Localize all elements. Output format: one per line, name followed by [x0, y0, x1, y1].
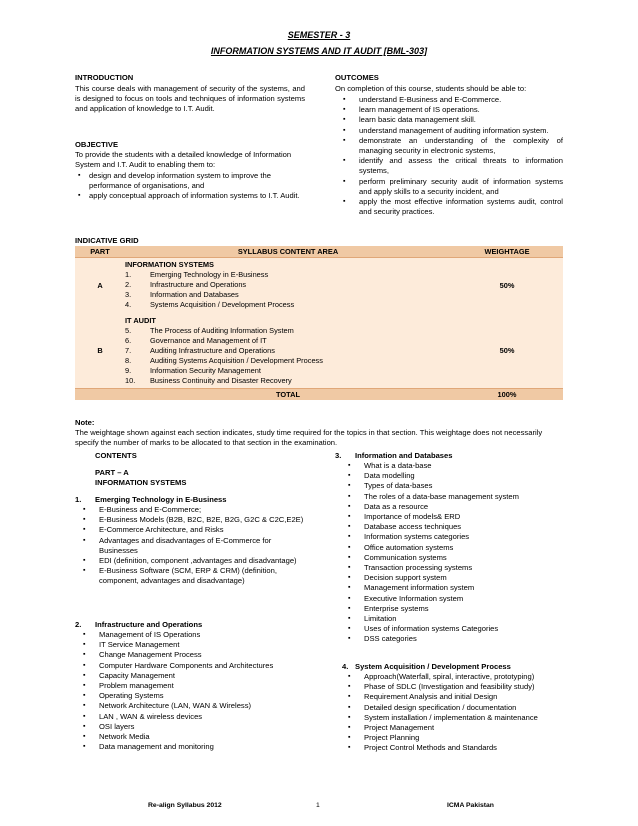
list-item: ▪ The roles of a data-base management system [340, 492, 565, 502]
list-item: ▪ E-Business Models (B2B, B2C, B2E, B2G, G2C & C2C,E2E) [75, 515, 305, 525]
footer-left: Re-align Syllabus 2012 [148, 802, 222, 809]
list-item: ▪ IT Service Management [75, 640, 315, 650]
objective-text: To provide the students with a detailed knowledge of Information System and I.T. Audit to enabling them to: [75, 150, 292, 170]
item-text: Auditing Systems Acquisition / Development Process [150, 356, 323, 365]
list-item: ▪ demonstrate an understanding of the complexity of managing security in electronic systems, [335, 136, 563, 156]
objective-list [75, 171, 305, 202]
section-title: IT AUDIT [125, 316, 156, 325]
list-item: ▪ learn basic data management skill. [335, 115, 563, 125]
section-2-number: 2. [75, 620, 82, 629]
footer-right: ICMA Pakistan [447, 802, 494, 809]
list-item [125, 280, 451, 290]
total-row [75, 389, 563, 401]
content-cell [125, 314, 451, 389]
list-item: ▪ understand E-Business and E-Commerce. [335, 95, 563, 105]
list-item [125, 300, 451, 310]
item-text: Systems Acquisition / Development Process [150, 300, 295, 309]
content-cell [125, 258, 451, 315]
item-number: 8. [125, 356, 132, 365]
item-text: Governance and Management of IT [150, 336, 267, 345]
list-item: ▪ apply conceptual approach of information systems to I.T. Audit. [75, 191, 305, 201]
note-text: The weightage shown against each section indicates, study time required for the topics in that section. This weightage does not necessarily specify the number of marks to be allocated to that section in the examination. [75, 428, 543, 448]
table-header-row [75, 246, 563, 258]
list-item: ▪ Importance of models& ERD [340, 512, 565, 522]
list-item: ▪ Requirement Analysis and initial Design [340, 692, 565, 702]
note-label: Note: [75, 418, 95, 427]
introduction-text: This course deals with management of security of the systems, and is designed to focus on tools and techniques of information systems and application of knowledge to I.T. Audit. [75, 84, 305, 114]
list-item [125, 366, 451, 376]
total-weight: 100% [451, 389, 563, 401]
list-item [125, 376, 451, 386]
item-number: 9. [125, 366, 132, 375]
list-item: ▪ Detailed design specification / documentation [340, 703, 565, 713]
objective-heading: OBJECTIVE [75, 140, 119, 149]
list-item: ▪ Project Management [340, 723, 565, 733]
weight-cell: 50% [451, 258, 563, 315]
item-number: 5. [125, 326, 132, 335]
item-text: Infrastructure and Operations [150, 280, 247, 289]
col-weight-header: WEIGHTAGE [451, 246, 563, 258]
course-title: INFORMATION SYSTEMS AND IT AUDIT [BML-303] [210, 46, 428, 56]
list-item: ▪ Office automation systems [340, 543, 565, 553]
list-item: ▪ Change Management Process [75, 650, 315, 660]
list-item: ▪ E-Commerce Architecture, and Risks [75, 525, 305, 535]
section-1-number: 1. [75, 495, 82, 504]
contents-part: PART – A [95, 468, 129, 477]
list-item: ▪ Operating Systems [75, 691, 315, 701]
section-1-list [75, 505, 305, 587]
list-item: ▪ Executive Information system [340, 594, 565, 604]
list-item [125, 346, 451, 356]
item-number: 2. [125, 280, 132, 289]
list-item: ▪ Approach(Waterfall, spiral, interactive, prototyping) [340, 672, 565, 682]
section-4-list [340, 672, 565, 754]
list-item: ▪ E-Business Software (SCM, ERP & CRM) (definition, component, advantages and disadvantage) [75, 566, 305, 586]
part-cell: A [75, 258, 125, 315]
list-item: ▪ Transaction processing systems [340, 563, 565, 573]
content-list [125, 270, 451, 310]
item-text: Emerging Technology in E-Business [150, 270, 269, 279]
list-item: ▪ Capacity Management [75, 671, 315, 681]
section-4-number: 4. [342, 662, 349, 671]
list-item [125, 356, 451, 366]
contents-part-title: INFORMATION SYSTEMS [95, 478, 187, 487]
list-item: ▪ Uses of information systems Categories [340, 624, 565, 634]
list-item: ▪ apply the most effective information systems audit, control and security practices. [335, 197, 563, 217]
list-item: ▪ perform preliminary security audit of information systems and apply skills to a security incident, and [335, 177, 563, 197]
section-3-title: Information and Databases [355, 451, 453, 460]
outcomes-list [335, 95, 563, 217]
item-text: Auditing Infrastructure and Operations [150, 346, 275, 355]
item-number: 7. [125, 346, 132, 355]
list-item: ▪ Phase of SDLC (Investigation and feasibility study) [340, 682, 565, 692]
col-part-header: PART [75, 246, 125, 258]
list-item: ▪ E-Business and E-Commerce; [75, 505, 305, 515]
list-item: ▪ Data modelling [340, 471, 565, 481]
list-item: ▪ learn management of IS operations. [335, 105, 563, 115]
item-text: Business Continuity and Disaster Recovery [150, 376, 292, 385]
list-item [125, 290, 451, 300]
list-item: ▪ Network Media [75, 732, 315, 742]
list-item: ▪ Problem management [75, 681, 315, 691]
introduction-heading: INTRODUCTION [75, 73, 134, 82]
note [75, 418, 563, 449]
list-item [125, 270, 451, 280]
item-text: Information and Databases [150, 290, 239, 299]
list-item: ▪ System installation / implementation & maintenance [340, 713, 565, 723]
page-number: 1 [316, 802, 320, 809]
table-row [75, 314, 563, 389]
col-content-header: SYLLABUS CONTENT AREA [125, 246, 451, 258]
section-title: INFORMATION SYSTEMS [125, 260, 214, 269]
list-item: ▪ Types of data-bases [340, 481, 565, 491]
section-2-list [75, 630, 315, 752]
list-item: ▪ OSI layers [75, 722, 315, 732]
list-item: ▪ Information systems categories [340, 532, 565, 542]
list-item: ▪ Management information system [340, 583, 565, 593]
weight-cell: 50% [451, 314, 563, 389]
list-item: ▪ Communication systems [340, 553, 565, 563]
item-number: 4. [125, 300, 132, 309]
total-label: TOTAL [125, 389, 451, 401]
list-item: ▪ DSS categories [340, 634, 565, 644]
indicative-grid-table [75, 246, 563, 400]
section-3-list [340, 461, 565, 645]
total-empty-cell [75, 389, 125, 401]
note-text-wrap [75, 428, 559, 448]
item-number: 6. [125, 336, 132, 345]
section-1-title: Emerging Technology in E-Business [95, 495, 227, 504]
list-item: ▪ What is a data-base [340, 461, 565, 471]
section-3-number: 3. [335, 451, 342, 460]
list-item: ▪ LAN , WAN & wireless devices [75, 712, 315, 722]
item-number: 1. [125, 270, 132, 279]
content-list [125, 326, 451, 386]
grid-heading: INDICATIVE GRID [75, 236, 139, 245]
list-item: ▪ Limitation [340, 614, 565, 624]
list-item: ▪ identify and assess the critical threats to information systems, [335, 156, 563, 176]
contents-heading: CONTENTS [95, 451, 137, 460]
item-number: 10. [125, 376, 136, 385]
list-item: ▪ understand management of auditing information system. [335, 126, 563, 136]
semester-title: SEMESTER - 3 [287, 30, 351, 40]
part-cell: B [75, 314, 125, 389]
list-item [125, 336, 451, 346]
list-item: ▪ Enterprise systems [340, 604, 565, 614]
list-item: ▪ Decision support system [340, 573, 565, 583]
list-item: ▪ Management of IS Operations [75, 630, 315, 640]
list-item: ▪ Computer Hardware Components and Architectures [75, 661, 315, 671]
list-item: ▪ Advantages and disadvantages of E-Commerce for Businesses [75, 536, 305, 556]
section-2-title: Infrastructure and Operations [95, 620, 203, 629]
item-number: 3. [125, 290, 132, 299]
item-text: The Process of Auditing Information System [150, 326, 294, 335]
section-4-title: System Acquisition / Development Process [355, 662, 511, 671]
item-text: Information Security Management [150, 366, 261, 375]
list-item: ▪ Data as a resource [340, 502, 565, 512]
outcomes-text: On completion of this course, students should be able to: [335, 84, 527, 93]
table-row [75, 258, 563, 315]
outcomes-heading: OUTCOMES [335, 73, 379, 82]
list-item: ▪ Project Planning [340, 733, 565, 743]
list-item: ▪ Project Control Methods and Standards [340, 743, 565, 753]
list-item: ▪ Database access techniques [340, 522, 565, 532]
list-item [125, 326, 451, 336]
list-item: ▪ design and develop information system to improve the performance of organisations, and [75, 171, 305, 191]
list-item: ▪ Data management and monitoring [75, 742, 315, 752]
list-item: ▪ Network Architecture (LAN, WAN & Wireless) [75, 701, 315, 711]
list-item: ▪ EDI (definition, component ,advantages and disadvantage) [75, 556, 305, 566]
